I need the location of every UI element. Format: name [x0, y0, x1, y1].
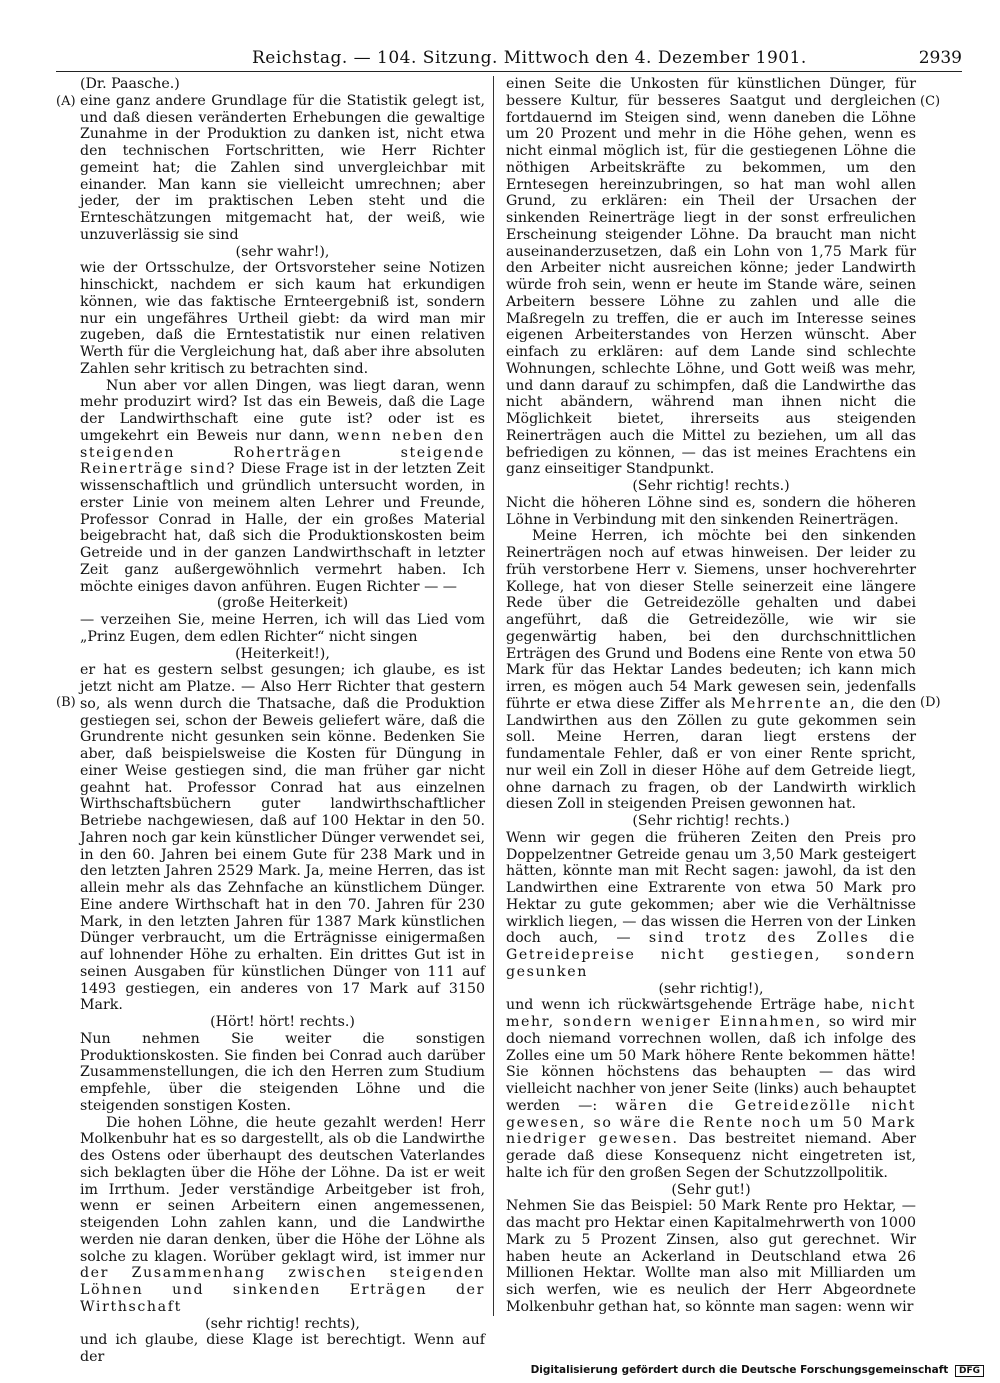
- margin-marker-c: (C): [920, 94, 941, 109]
- paragraph: Nehmen Sie das Beispiel: 50 Mark Rente pro Hektar, — das macht pro Hektar einen Kapitalmehrwerth von 1000 Mark zu 5 Prozent Zinsen, also gut gerechnet. Wir haben heute an Ackerland in Deutschland etwa 26 Millionen Hektar. Wollte man also mit Milliarden um sich werfen, wie es neulich der Herr Abgeordnete Molkenbuhr gethan hat, so könnte man sagen: wenn wir: [506, 1198, 916, 1315]
- paragraph: [80, 378, 485, 596]
- text-run: Wenn wir gegen die früheren Zeiten den Preis pro Doppelzentner Getreide genau um 3,50 Mark gesteigert hätten, könnte man mit Recht sagen: jawohl, da ist den Landwirthen eine Extrarente von etwa 50 Mark pro Hektar zu gute gekommen; aber wie die Verhältnisse wirklich liegen, — das wissen die Herren von der Linken doch auch, —: [506, 829, 916, 947]
- margin-marker-a: (A): [56, 94, 76, 109]
- paragraph: [506, 830, 916, 981]
- text-run: Meine Herren, ich möchte bei den sinkenden Reinerträgen noch auf etwas hinweisen. Der leider zu früh verstorbene Herr v. Siemens, unser hochverehrter Kollege, hat von dieser Stelle seinerzeit eine längere Rede über die Getreidezölle gehalten und dabei angeführt, daß die Getreidezölle, wie wir sie gegenwärtig haben, bei den durchschnittlichen Erträgen des Grund und Bodens eine Rente von etwa 50 Mark für das Hektar Landes bedeuten; ich kann mich irren, es mögen auch 54 Mark gewesen sein, jedenfalls führte er etwa diese Ziffer als: [506, 528, 916, 712]
- paragraph: und ich glaube, diese Klage ist berechtigt. Wenn auf der: [80, 1332, 485, 1365]
- text-run: Das bestreitet niemand. Aber gerade daß diese Konsequenz nicht eingetreten ist, halte ich für den großen Segen der Schutzzollpolitik.: [506, 1131, 916, 1181]
- interjection: (Sehr gut!): [671, 1181, 751, 1198]
- text-run: so wird mir doch niemand vorrechnen wollen, daß ich infolge des Zolles eine um 50 Mark höhere Rente bekommen hätte! Sie können höchstens das behaupten — das wird vielleicht nachher von jener Seite (links) auch behauptet werden —:: [506, 1014, 917, 1114]
- paragraph: wie der Ortsschulze, der Ortsvorsteher seine Notizen hinschickt, nachdem er sich kaum hat erkundigen können, wie das faktische Ernteergebniß ist, sondern nur ein ungefähres Urtheil giebt: da wird man mir zugeben, daß die Erntestatistik nur einen relativen Werth für die Vergleichung hat, daß aber ihre absoluten Zahlen sehr kritisch zu betrachten sind.: [80, 260, 485, 377]
- paragraph: [506, 997, 916, 1181]
- paragraph: eine ganz andere Grundlage für die Statistik gelegt ist, und daß diesen veränderten Erhebungen die gewaltige Zunahme in der Produktion zu danken ist, nicht etwa den technischen Fortschritten, wie Herr Richter gemeint hat; die Zahlen sind unvergleichbar mit einander. Man kann sie vielleicht umrechnen; aber jeder, der im praktischen Leben steht und die Ernteschätzungen mitgemacht hat, der weiß, wie unzuverlässig sie sind: [80, 92, 485, 243]
- emphasized-text: sind trotz des Zolles die Getreidepreise nicht gestiegen, sondern gesunken: [506, 930, 916, 980]
- interjection: (Sehr richtig! rechts.): [632, 813, 790, 829]
- margin-marker-d: (D): [920, 695, 941, 710]
- running-title: Reichstag. — 104. Sitzung. Mittwoch den 4. Dezember 1901.: [252, 48, 807, 68]
- emphasized-text: Mehrrente an,: [730, 695, 857, 712]
- header-rule: [56, 71, 962, 72]
- column-divider: [493, 76, 494, 1316]
- interjection: (sehr wahr!),: [235, 243, 330, 260]
- margin-marker-b: (B): [56, 695, 76, 710]
- text-run: Die hohen Löhne, die heute gezahlt werden! Herr Molkenbuhr hat es so dargestellt, als ob die Landwirthe des Ostens oder überhaupt des deutschen Vaterlandes sich beklagten über die Höhe der Löhne. Da ist er weit im Irrthum. Jeder verständige Arbeitgeber ist froh, wenn er seinen Arbeitern einen angemessenen, steigenden Lohn zahlen kann, und die Landwirthe werden nie daran denken, über die Höhe der Löhne als solche zu klagen. Worüber geklagt wird, ist immer nur: [80, 1114, 485, 1265]
- right-column: [506, 76, 916, 1316]
- text-run: und wenn ich rückwärtsgehende Erträge habe,: [506, 997, 864, 1014]
- paragraph: [506, 528, 916, 813]
- interjection: (sehr richtig! rechts),: [205, 1315, 360, 1332]
- page-header: [56, 44, 962, 72]
- paragraph: — verzeihen Sie, meine Herren, ich will das Lied vom „Prinz Eugen, dem edlen Richter“ nicht singen: [80, 612, 485, 645]
- paragraph: Nicht die höheren Löhne sind es, sondern die höheren Löhne in Verbindung mit den sinkenden Reinerträgen.: [506, 494, 916, 528]
- interjection: (Sehr richtig! rechts.): [632, 478, 790, 494]
- left-column: [80, 76, 485, 1366]
- paragraph: einen Seite die Unkosten für künstlichen Dünger, für bessere Kultur, für besseres Saatgut und dergleichen fortdauernd im Steigen sind, wenn daneben die Löhne um 20 Prozent und mehr in die Höhe gehen, wenn es nicht einmal möglich ist, für die gestiegenen Löhne die nöthigen Arbeitskräfte zu bekommen, um den Erntesegen hereinzubringen, so hat man wohl allen Grund, zu erklären: ein Theil der Ursachen der sinkenden Reinerträge liegt in der sonst erfreulichen Erscheinung steigender Löhne. Da braucht man nicht auseinanderzusetzen, daß ein Lohn von 1,75 Mark für den Arbeiter nicht ausreichen könne; jeder Landwirth würde froh sein, wenn er heute im Stande wäre, seinen Arbeitern bessere Löhne zu zahlen und alle die Maßregeln zu treffen, die er auch im Interesse seines eigenen Arbeiterstandes von Herzen wünscht. Aber einfach zu erklären: auf dem Lande sind schlechte Wohnungen, schlechte Löhne, und Gott weiß was mehr, und dann darauf zu schimpfen, daß die Landwirthe das nicht abändern, während man ihnen nicht die Möglichkeit bietet, ihrerseits aus steigenden Reinerträgen auch die Mittel zu beziehen, um all das befriedigen zu können, — das ist meines Erachtens ein ganz einseitiger Standpunkt.: [506, 76, 916, 478]
- funding-footer: [531, 1364, 984, 1377]
- paragraph: Nun nehmen Sie weiter die sonstigen Produktionskosten. Sie finden bei Conrad auch darüber Zusammenstellungen, die ich den Herren zum Studium empfehle, über die steigenden Löhne und die steigenden sonstigen Kosten.: [80, 1030, 485, 1114]
- interjection: (große Heiterkeit): [216, 595, 349, 612]
- dfg-logo: DFG: [955, 1365, 984, 1377]
- page-number: 2939: [918, 48, 962, 68]
- text-run: Diese Frage ist in der letzten Zeit wissenschaftlich und gründlich untersucht worden, in erster Linie von meinem alten Lehrer und Freunde, Professor Conrad in Halle, der ein großes Material beigebracht hat, daß sich die Produktionskosten beim Getreide und in der ganzen Landwirthschaft in letzter Zeit ganz außergewöhnlich vermehrt haben. Ich möchte einiges davon anführen. Eugen Richter — —: [80, 461, 485, 595]
- emphasized-text: wären die Getreidezölle nicht gewesen, so wäre die Rente noch um 50 Mark niedriger gewesen.: [506, 1097, 916, 1148]
- interjection: (sehr richtig!),: [658, 980, 764, 997]
- paragraph: [80, 1115, 485, 1316]
- speaker-label: (Dr. Paasche.): [80, 76, 180, 92]
- text-run: die den Landwirthen aus den Zöllen zu gute gekommen sein soll. Meine Herren, daran liegt erstens der fundamentale Fehler, daß er von einer Rente spricht, nur weil ein Zoll in dieser Höhe auf dem Getreide liegt, ohne darnach zu fragen, ob der Landwirth wirklich diesen Zoll in steigenden Preisen gewonnen hat.: [506, 695, 916, 813]
- interjection: (Hört! hört! rechts.): [210, 1014, 355, 1030]
- emphasized-text: wenn neben den steigenden Roherträgen steigende Reinerträge sind?: [80, 427, 486, 478]
- emphasized-text: der Zusammenhang zwischen steigenden Löhnen und sinkenden Erträgen der Wirthschaft: [80, 1265, 485, 1315]
- paragraph: er hat es gestern selbst gesungen; ich glaube, es ist jetzt nicht am Platze. — Also Herr Richter that gestern so, als wenn durch die Thatsache, daß die Produktion gestiegen sei, schon der Beweis geliefert wäre, daß die Grundrente nicht gesunken sein könne. Bedenken Sie aber, daß beispielsweise die Kosten für Düngung in einer Weise gestiegen sind, die man früher gar nicht geahnt hat. Professor Conrad hat aus einzelnen Wirthschaftsbüchern guter landwirthschaftlicher Betriebe nachgewiesen, daß auf 100 Hektar in den 50. Jahren noch gar kein künstlicher Dünger verwendet sei, in den 60. Jahren bei einem Gute für 238 Mark und in den letzten Jahren 2529 Mark. Ja, meine Herren, das ist allein mehr als das Zehnfache an künstlichem Dünger. Eine andere Wirthschaft hat in den 70. Jahren für 230 Mark, in den letzten Jahren für 1387 Mark künstlichen Dünger verbraucht, um die Erträgnisse einigermaßen auf lohnender Höhe zu erhalten. Ein drittes Gut ist in seinen Ausgaben für künstlichen Dünger von 111 auf 1493 gestiegen, ein anderes von 17 Mark auf 3150 Mark.: [80, 662, 485, 1014]
- text-run: Nun aber vor allen Dingen, was liegt daran, wenn mehr produzirt wird? Ist das ein Beweis, daß die Lage der Landwirthschaft eine gute ist? oder ist es umgekehrt ein Beweis nur dann,: [80, 377, 485, 444]
- interjection: (Heiterkeit!),: [235, 645, 330, 662]
- emphasized-text: nicht mehr, sondern weniger Einnahmen,: [506, 997, 916, 1030]
- footer-text: Digitalisierung gefördert durch die Deutsche Forschungsgemeinschaft: [530, 1364, 949, 1376]
